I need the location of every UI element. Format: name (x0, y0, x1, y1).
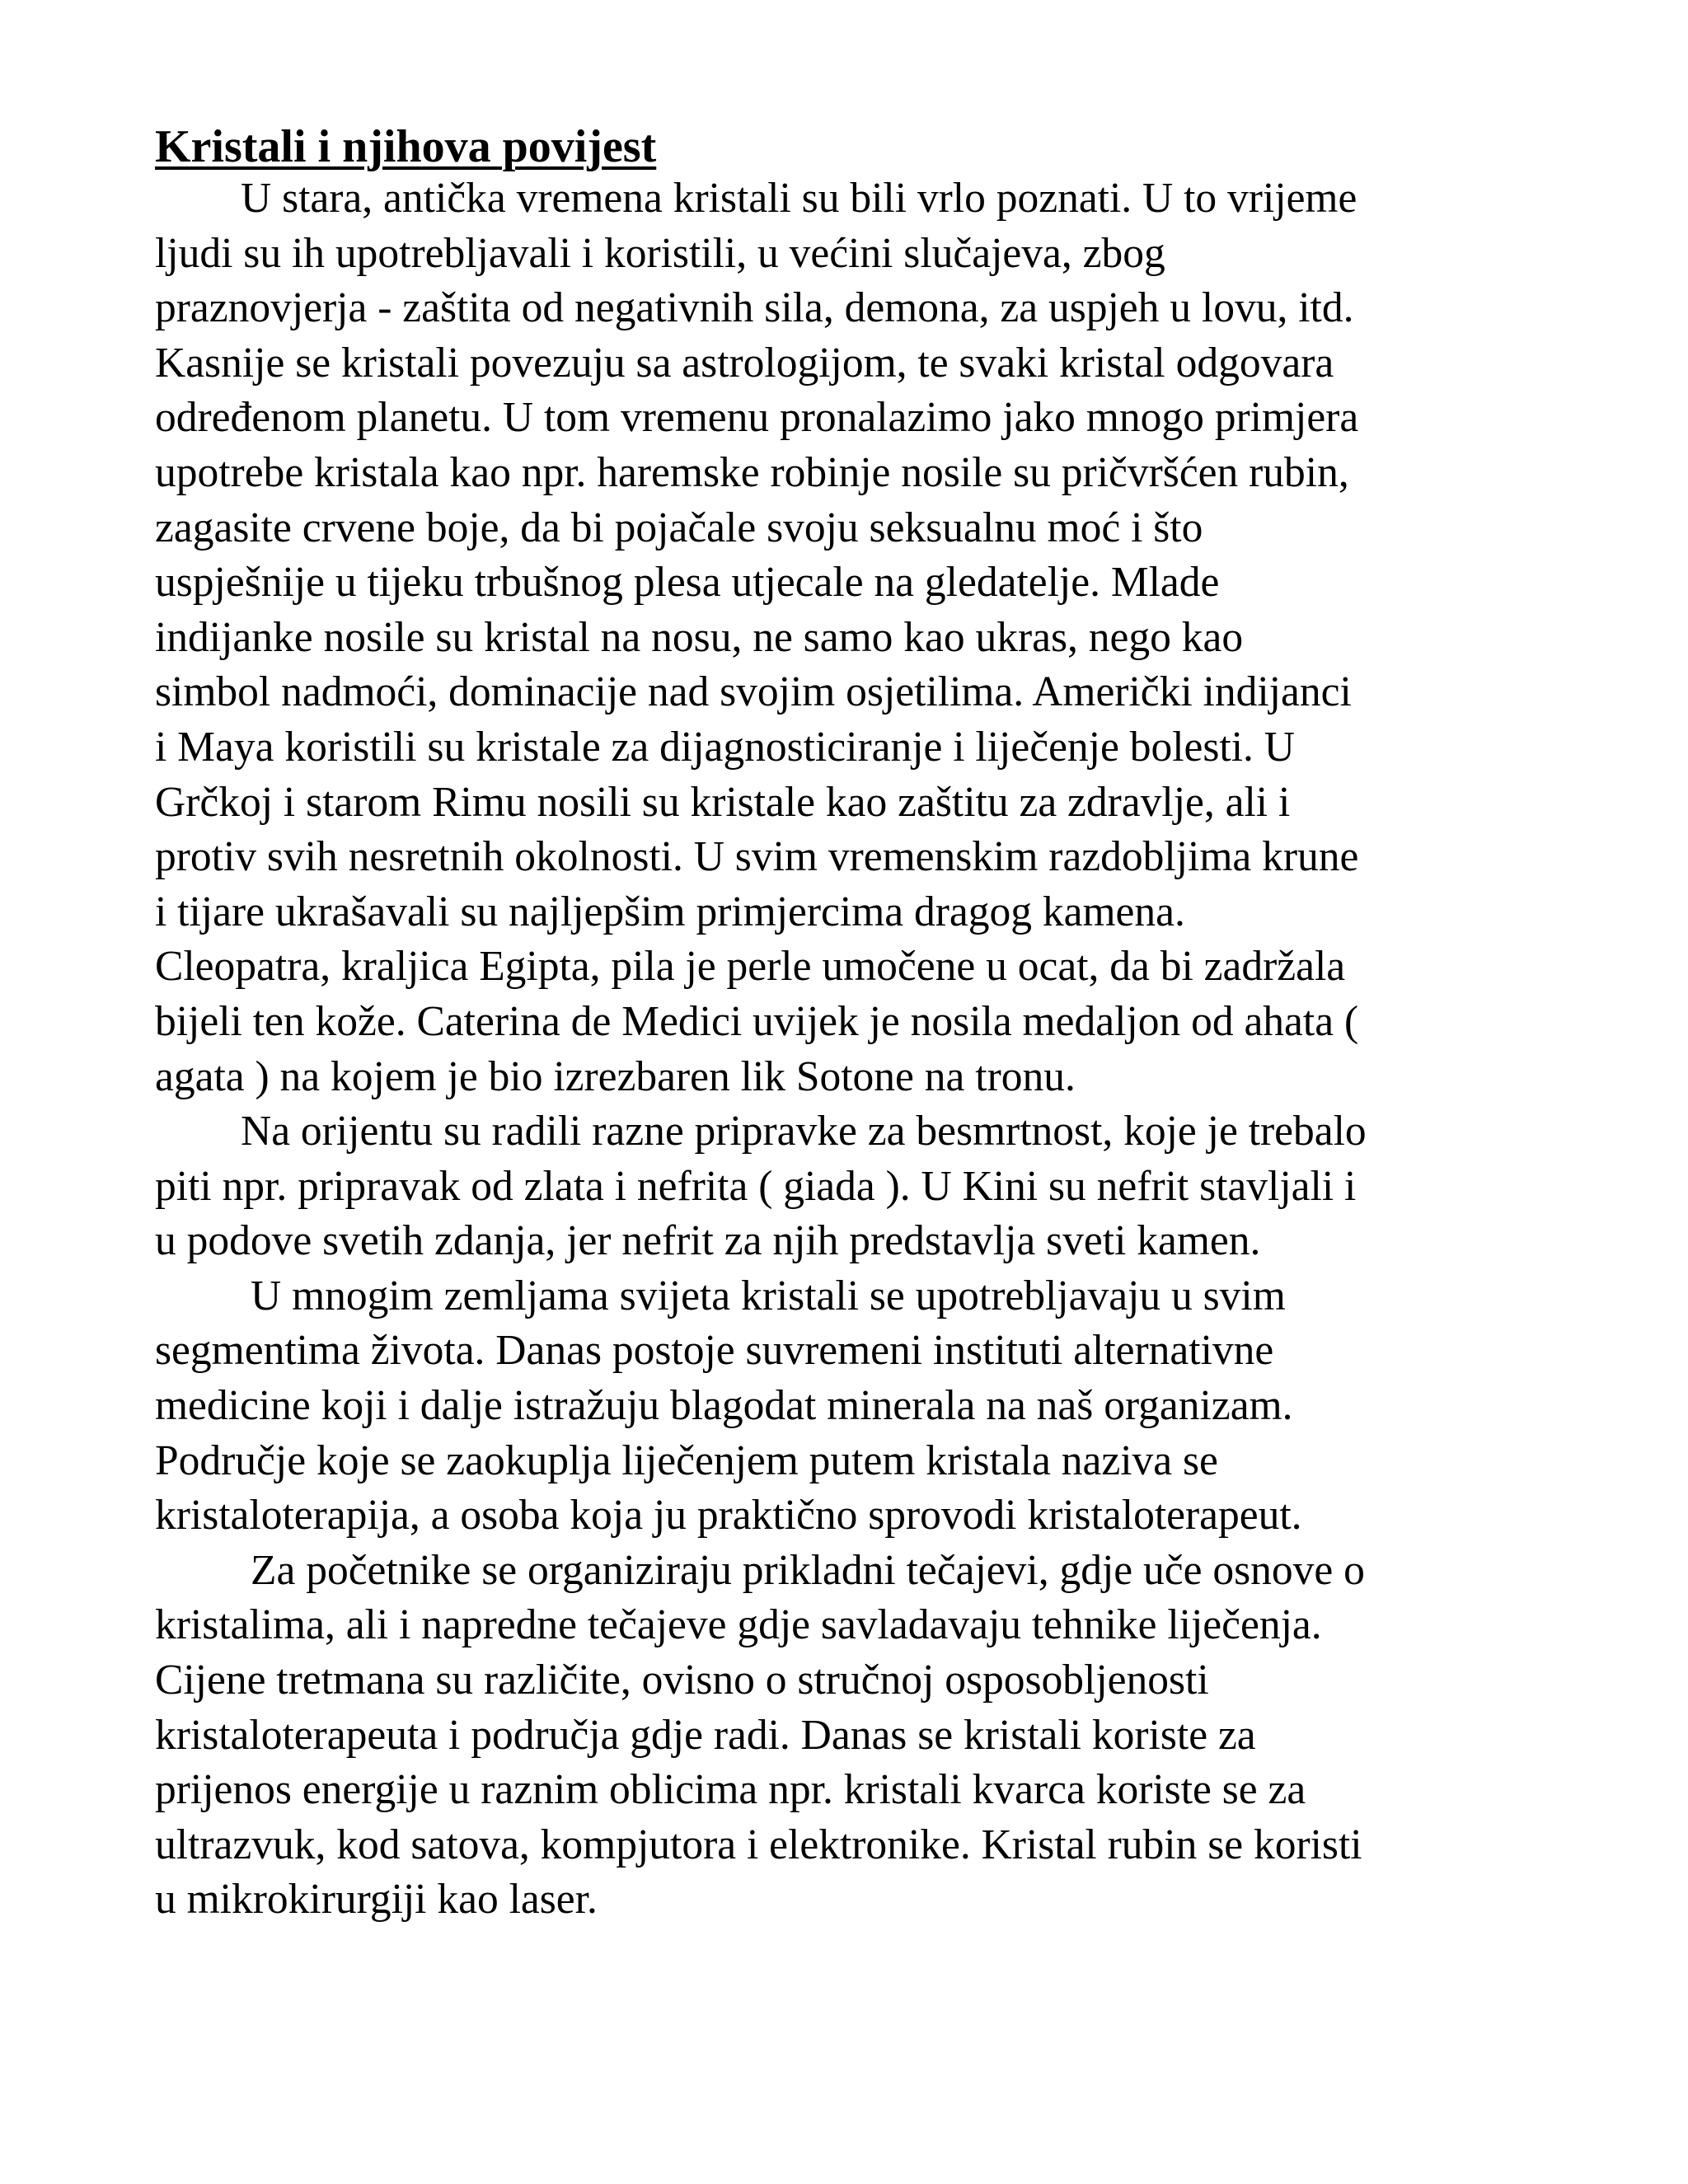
text-line: Za početnike se organiziraju prikladni tečajevi, gdje uče osnove o (251, 1546, 1365, 1594)
text-line: Područje koje se zaokuplja liječenjem putem kristala naziva se (155, 1436, 1218, 1484)
text-line: indijanke nosile su kristal na nosu, ne samo kao ukras, nego kao (155, 613, 1244, 661)
text-line: ljudi su ih upotrebljavali i koristili, u većini slučajeva, zbog (155, 229, 1165, 277)
paragraph (155, 1104, 1556, 1269)
text-line: Na orijentu su radili razne pripravke za besmrtnost, koje je trebalo (241, 1108, 1367, 1155)
text-line: praznovjerja - zaštita od negativnih sila, demona, za uspjeh u lovu, itd. (155, 284, 1354, 332)
paragraph (155, 171, 1556, 1104)
text-line: upotrebe kristala kao npr. haremske robinje nosile su pričvršćen rubin, (155, 448, 1349, 496)
document-title: Kristali i njihova povijest (155, 121, 657, 172)
text-line: agata ) na kojem je bio izrezbaren lik Sotone na tronu. (155, 1052, 1076, 1100)
text-line: i tijare ukrašavali su najljepšim primjercima dragog kamena. (155, 888, 1185, 935)
text-line: protiv svih nesretnih okolnosti. U svim vremenskim razdobljima krune (155, 833, 1359, 881)
text-line: Kasnije se kristali povezuju sa astrologijom, te svaki kristal odgovara (155, 339, 1334, 387)
text-line: U mnogim zemljama svijeta kristali se upotrebljavaju u svim (251, 1272, 1286, 1319)
text-line: bijeli ten kože. Caterina de Medici uvijek je nosila medaljon od ahata ( (155, 997, 1359, 1045)
document-page (155, 122, 1556, 1928)
text-line: u podove svetih zdanja, jer nefrit za njih predstavlja sveti kamen. (155, 1217, 1261, 1265)
paragraph (155, 1544, 1556, 1928)
text-line: prijenos energije u raznim oblicima npr. kristali kvarca koriste se za (155, 1766, 1306, 1814)
text-line: u mikrokirurgiji kao laser. (155, 1876, 598, 1924)
text-line: simbol nadmoći, dominacije nad svojim osjetilima. Američki indijanci (155, 668, 1352, 716)
text-line: kristalima, ali i napredne tečajeve gdje savladavaju tehnike liječenja. (155, 1601, 1322, 1649)
paragraph (155, 1269, 1556, 1544)
text-line: Cijene tretmana su različite, ovisno o stručnoj osposobljenosti (155, 1657, 1209, 1704)
text-line: Grčkoj i starom Rimu nosili su kristale kao zaštitu za zdravlje, ali i (155, 778, 1291, 826)
text-line: i Maya koristili su kristale za dijagnosticiranje i liječenje bolesti. U (155, 723, 1295, 771)
text-line: segmentima života. Danas postoje suvremeni instituti alternativne (155, 1327, 1274, 1375)
text-line: Cleopatra, kraljica Egipta, pila je perle umočene u ocat, da bi zadržala (155, 943, 1346, 991)
document-body (155, 171, 1556, 1928)
text-line: određenom planetu. U tom vremenu pronalazimo jako mnogo primjera (155, 394, 1359, 442)
text-line: ultrazvuk, kod satova, kompjutora i elektronike. Kristal rubin se koristi (155, 1821, 1362, 1868)
text-line: kristaloterapija, a osoba koja ju praktično sprovodi kristaloterapeut. (155, 1492, 1302, 1540)
text-line: zagasite crvene boje, da bi pojačale svoju seksualnu moć i što (155, 504, 1203, 551)
text-line: kristaloterapeuta i područja gdje radi. Danas se kristali koriste za (155, 1711, 1256, 1759)
text-line: medicine koji i dalje istražuju blagodat minerala na naš organizam. (155, 1382, 1293, 1430)
text-line: piti npr. pripravak od zlata i nefrita ( giada ). U Kini su nefrit stavljali i (155, 1162, 1357, 1210)
text-line: uspješnije u tijeku trbušnog plesa utjecale na gledatelje. Mlade (155, 559, 1220, 607)
text-line: U stara, antička vremena kristali su bili vrlo poznati. U to vrijeme (241, 175, 1357, 222)
